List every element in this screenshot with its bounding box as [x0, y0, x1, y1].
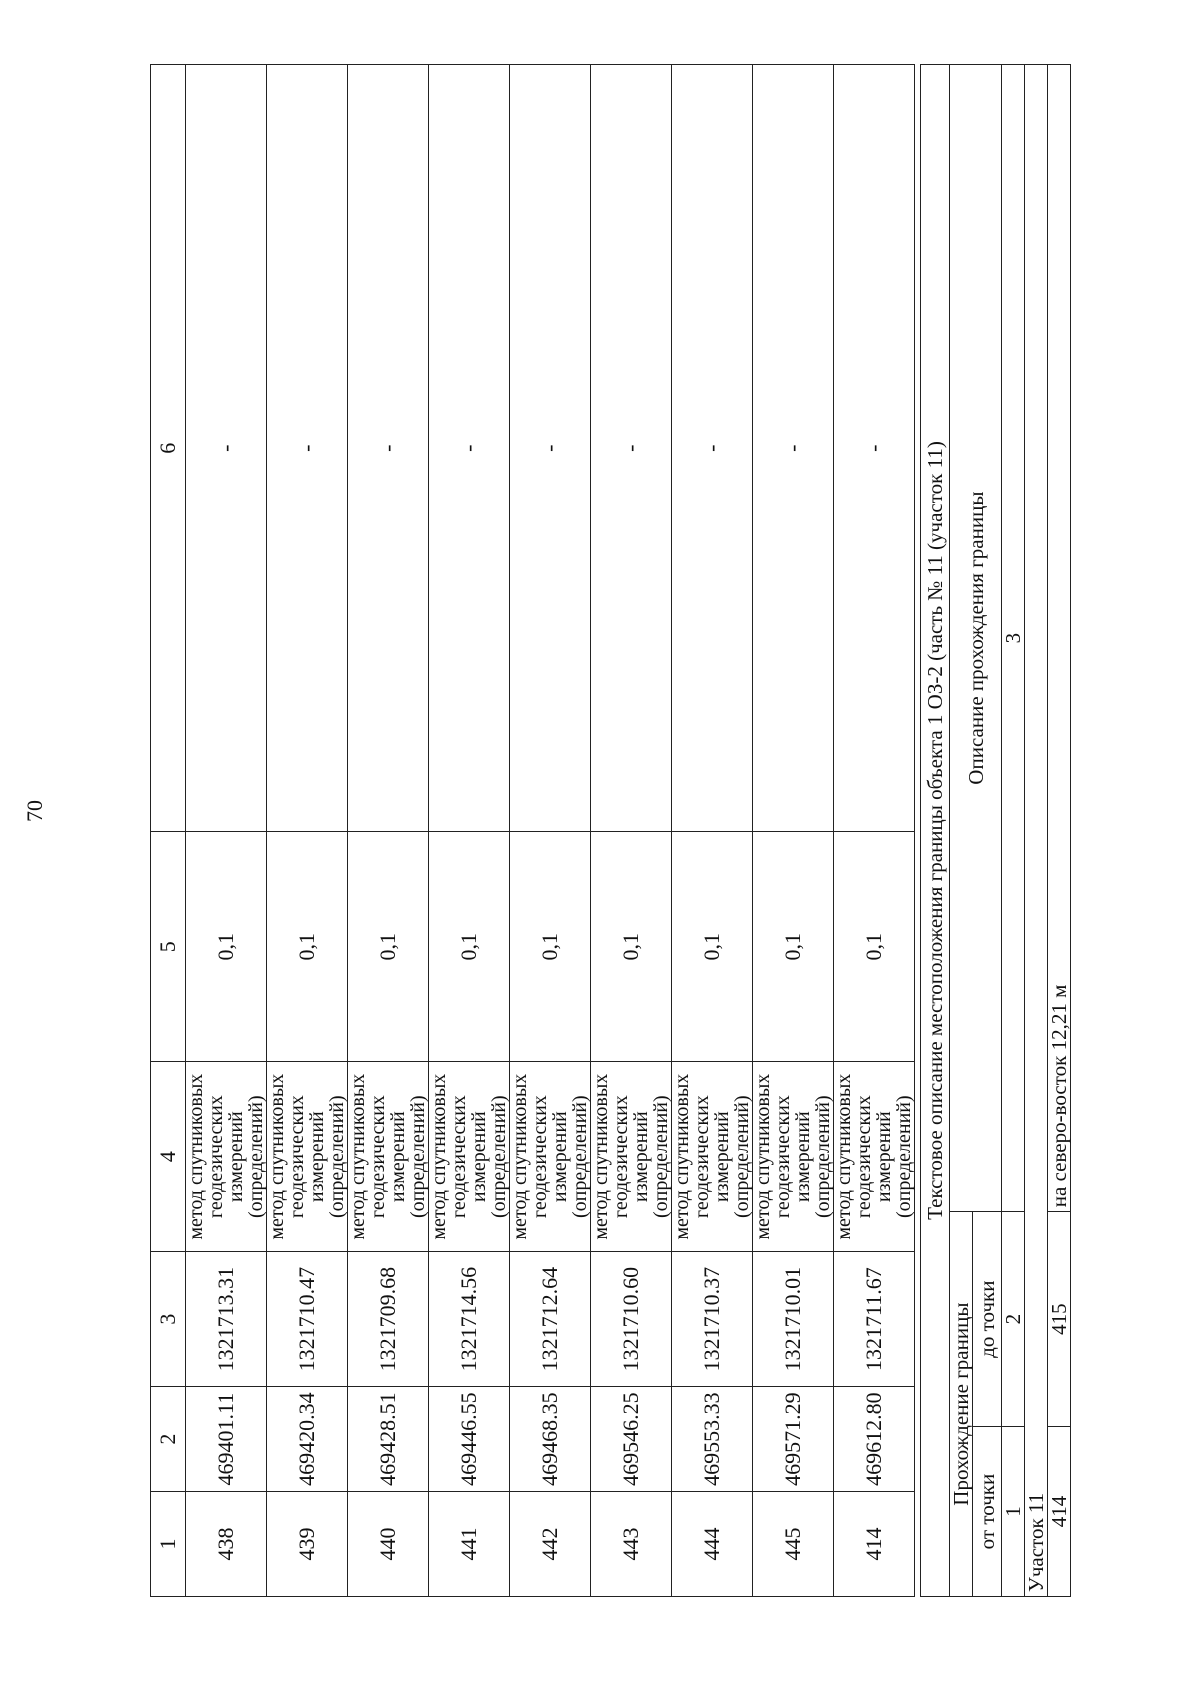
page-number: 70	[22, 800, 47, 822]
table-row	[753, 65, 834, 1597]
x-coordinate-cell: 469420.34	[267, 1387, 348, 1492]
method-line: геодезических измерений	[772, 1095, 814, 1219]
accuracy-cell: 0,1	[591, 832, 672, 1062]
point-cell: 439	[267, 1492, 348, 1597]
desc-group-row	[950, 65, 973, 1597]
method-line: геодезических измерений	[286, 1095, 328, 1219]
accuracy-cell: 0,1	[753, 832, 834, 1062]
method-line: (определений)	[245, 1095, 267, 1218]
note-cell: -	[672, 65, 753, 832]
x-coordinate-cell: 469428.51	[348, 1387, 429, 1492]
method-line: метод спутниковых	[347, 1073, 369, 1240]
desc-title-row	[921, 65, 950, 1597]
method-line: (определений)	[650, 1095, 672, 1218]
note-cell: -	[834, 65, 915, 832]
accuracy-cell: 0,1	[348, 832, 429, 1062]
column-number: 6	[151, 65, 186, 832]
table-row	[672, 65, 753, 1597]
method-cell	[348, 1062, 429, 1252]
point-cell: 442	[510, 1492, 591, 1597]
method-line: метод спутниковых	[590, 1073, 612, 1240]
table-row	[429, 65, 510, 1597]
column-number: 3	[151, 1252, 186, 1387]
column-number: 2	[151, 1387, 186, 1492]
table-row	[186, 65, 267, 1597]
point-cell: 438	[186, 1492, 267, 1597]
table-row	[591, 65, 672, 1597]
x-coordinate-cell: 469612.80	[834, 1387, 915, 1492]
y-coordinate-cell: 1321710.47	[267, 1252, 348, 1387]
description-cell: на северо-восток 12,21 м	[1048, 65, 1071, 1212]
boundary-description-table	[920, 64, 1071, 1597]
method-line: (определений)	[488, 1095, 510, 1218]
method-line: геодезических измерений	[205, 1095, 247, 1219]
x-coordinate-cell: 469446.55	[429, 1387, 510, 1492]
method-cell	[186, 1062, 267, 1252]
x-coordinate-cell: 469553.33	[672, 1387, 753, 1492]
x-coordinate-cell: 469571.29	[753, 1387, 834, 1492]
point-cell: 414	[834, 1492, 915, 1597]
x-coordinate-cell: 469401.11	[186, 1387, 267, 1492]
y-coordinate-cell: 1321714.56	[429, 1252, 510, 1387]
accuracy-cell: 0,1	[510, 832, 591, 1062]
accuracy-cell: 0,1	[186, 832, 267, 1062]
column-number: 1	[151, 1492, 186, 1597]
method-line: (определений)	[731, 1095, 753, 1218]
y-coordinate-cell: 1321709.68	[348, 1252, 429, 1387]
y-coordinate-cell: 1321712.64	[510, 1252, 591, 1387]
y-coordinate-cell: 1321710.01	[753, 1252, 834, 1387]
note-cell: -	[510, 65, 591, 832]
note-cell: -	[591, 65, 672, 832]
coords-header-row	[151, 65, 186, 1597]
method-cell	[429, 1062, 510, 1252]
method-cell	[267, 1062, 348, 1252]
method-line: (определений)	[893, 1095, 915, 1218]
method-line: метод спутниковых	[833, 1073, 855, 1240]
method-line: (определений)	[812, 1095, 834, 1218]
y-coordinate-cell: 1321710.60	[591, 1252, 672, 1387]
note-cell: -	[267, 65, 348, 832]
column-number: 3	[1002, 65, 1025, 1212]
note-cell: -	[429, 65, 510, 832]
method-cell	[591, 1062, 672, 1252]
table-row	[1048, 65, 1071, 1597]
column-number: 1	[1002, 1427, 1025, 1597]
method-cell	[753, 1062, 834, 1252]
method-line: метод спутниковых	[185, 1073, 207, 1240]
point-cell: 443	[591, 1492, 672, 1597]
y-coordinate-cell: 1321710.37	[672, 1252, 753, 1387]
method-line: геодезических измерений	[529, 1095, 571, 1219]
desc-title: Текстовое описание местоположения границы объекта 1 ОЗ-2 (часть № 11 (участок 11)	[921, 65, 950, 1597]
y-coordinate-cell: 1321713.31	[186, 1252, 267, 1387]
method-line: геодезических измерений	[853, 1095, 895, 1219]
method-line: метод спутниковых	[671, 1073, 693, 1240]
y-coordinate-cell: 1321711.67	[834, 1252, 915, 1387]
x-coordinate-cell: 469546.25	[591, 1387, 672, 1492]
point-cell: 444	[672, 1492, 753, 1597]
desc-section-row	[1025, 65, 1048, 1597]
method-cell	[672, 1062, 753, 1252]
method-line: метод спутниковых	[428, 1073, 450, 1240]
note-cell: -	[348, 65, 429, 832]
method-line: (определений)	[569, 1095, 591, 1218]
method-line: метод спутниковых	[266, 1073, 288, 1240]
accuracy-cell: 0,1	[267, 832, 348, 1062]
table-row	[267, 65, 348, 1597]
point-cell: 445	[753, 1492, 834, 1597]
method-line: (определений)	[326, 1095, 348, 1218]
section-label: Участок 11	[1025, 65, 1048, 1597]
header-from: от точки	[973, 1427, 1002, 1597]
coordinates-table	[150, 64, 915, 1597]
accuracy-cell: 0,1	[672, 832, 753, 1062]
accuracy-cell: 0,1	[834, 832, 915, 1062]
point-cell: 440	[348, 1492, 429, 1597]
note-cell: -	[753, 65, 834, 832]
accuracy-cell: 0,1	[429, 832, 510, 1062]
column-number: 2	[1002, 1212, 1025, 1427]
table-row	[510, 65, 591, 1597]
column-number: 4	[151, 1062, 186, 1252]
column-number: 5	[151, 832, 186, 1062]
from-point-cell: 414	[1048, 1427, 1071, 1597]
header-to: до точки	[973, 1212, 1002, 1427]
point-cell: 441	[429, 1492, 510, 1597]
method-line: геодезических измерений	[610, 1095, 652, 1219]
method-line: геодезических измерений	[691, 1095, 733, 1219]
method-cell	[510, 1062, 591, 1252]
to-point-cell: 415	[1048, 1212, 1071, 1427]
table-row	[834, 65, 915, 1597]
header-group: Прохождение границы	[950, 1212, 973, 1597]
method-line: метод спутниковых	[752, 1073, 774, 1240]
method-line: (определений)	[407, 1095, 429, 1218]
header-desc: Описание прохождения границы	[950, 65, 1002, 1212]
x-coordinate-cell: 469468.35	[510, 1387, 591, 1492]
desc-colnum-row	[1002, 65, 1025, 1597]
table-row	[348, 65, 429, 1597]
note-cell: -	[186, 65, 267, 832]
method-line: геодезических измерений	[367, 1095, 409, 1219]
method-line: геодезических измерений	[448, 1095, 490, 1219]
method-cell	[834, 1062, 915, 1252]
method-line: метод спутниковых	[509, 1073, 531, 1240]
